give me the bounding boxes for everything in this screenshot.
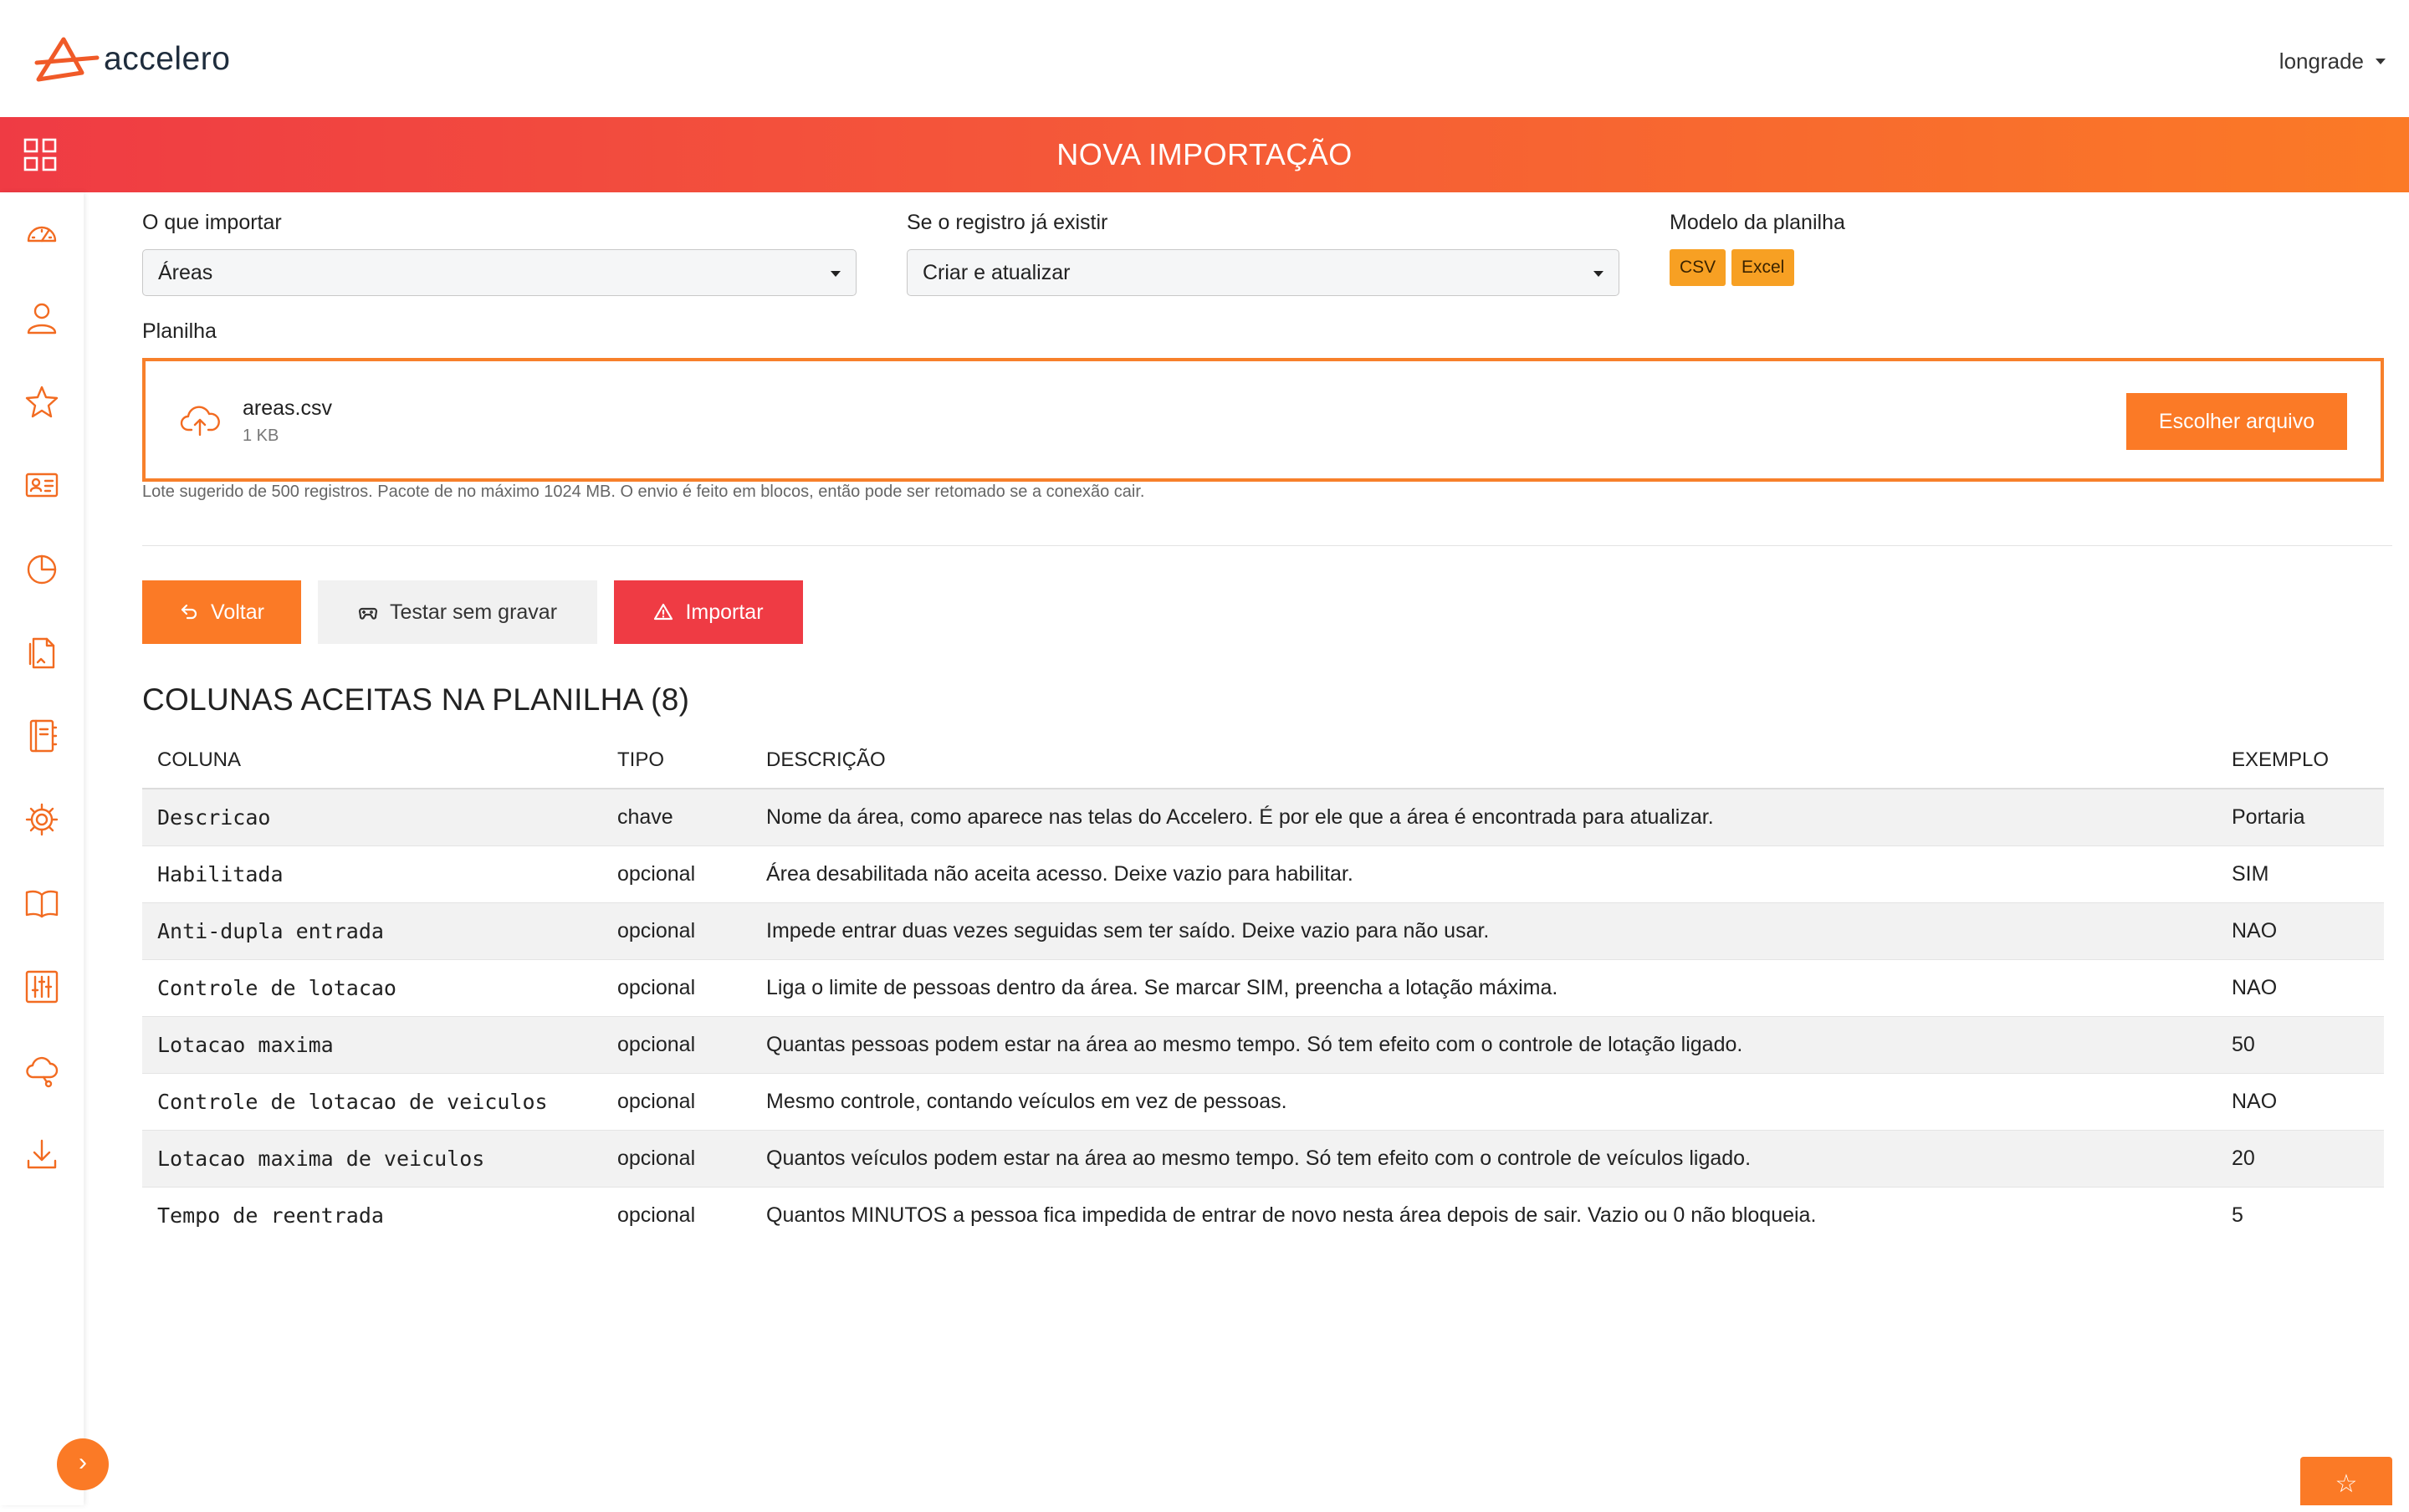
upload-hint: Lote sugerido de 500 registros. Pacote de no máximo 1024 MB. O envio é feito em blocos, então pode ser retomado se a conexão cair. bbox=[142, 483, 1145, 501]
table-row bbox=[142, 1131, 2384, 1188]
notebook-icon[interactable] bbox=[23, 718, 60, 754]
column-name: Descricao bbox=[142, 789, 602, 846]
brand-name: accelero bbox=[104, 41, 231, 77]
accepted-columns-title: COLUNAS ACEITAS NA PLANILHA (8) bbox=[142, 682, 690, 717]
table-row bbox=[142, 960, 2384, 1017]
column-header-descricao: DESCRIÇÃO bbox=[751, 733, 2217, 789]
table-header-row bbox=[142, 733, 2384, 789]
sidebar bbox=[0, 192, 84, 1505]
table-row bbox=[142, 789, 2384, 846]
column-type: opcional bbox=[602, 1131, 751, 1188]
import-button-label: Importar bbox=[685, 600, 764, 624]
what-to-import-select[interactable] bbox=[142, 249, 857, 296]
caret-down-icon bbox=[2376, 59, 2386, 64]
documents-icon[interactable] bbox=[23, 634, 60, 671]
column-description: Nome da área, como aparece nas telas do Accelero. É por ele que a área é encontrada para atualizar. bbox=[751, 789, 2217, 846]
column-header-tipo: TIPO bbox=[602, 733, 751, 789]
what-to-import-value: Áreas bbox=[158, 261, 213, 284]
return-icon bbox=[179, 602, 199, 622]
column-example: SIM bbox=[2217, 846, 2384, 903]
column-example: NAO bbox=[2217, 960, 2384, 1017]
selected-file-size: 1 KB bbox=[243, 427, 279, 445]
column-description: Quantos veículos podem estar na área ao mesmo tempo. Só tem efeito com o controle de veículos ligado. bbox=[751, 1131, 2217, 1188]
test-button-label: Testar sem gravar bbox=[389, 600, 558, 624]
import-button[interactable] bbox=[614, 580, 803, 644]
select-caret-icon bbox=[831, 271, 841, 277]
column-description: Quantas pessoas podem estar na área ao mesmo tempo. Só tem efeito com o controle de lotação ligado. bbox=[751, 1017, 2217, 1074]
column-name: Anti-dupla entrada bbox=[142, 903, 602, 960]
if-exists-select[interactable] bbox=[907, 249, 1619, 296]
sheet-model-label: Modelo da planilha bbox=[1670, 211, 1845, 234]
column-name: Lotacao maxima bbox=[142, 1017, 602, 1074]
if-exists-value: Criar e atualizar bbox=[923, 261, 1071, 284]
download-icon[interactable] bbox=[23, 1136, 60, 1172]
dashboard-icon[interactable] bbox=[23, 216, 60, 253]
user-menu[interactable] bbox=[2279, 49, 2386, 74]
column-header-coluna: COLUNA bbox=[142, 733, 602, 789]
what-to-import-label: O que importar bbox=[142, 211, 282, 234]
file-upload-dropzone[interactable] bbox=[142, 358, 2384, 482]
sliders-icon[interactable] bbox=[23, 968, 60, 1005]
select-caret-icon bbox=[1593, 271, 1603, 277]
logo-mark-icon bbox=[33, 34, 100, 84]
column-description: Área desabilitada não aceita acesso. Deixe vazio para habilitar. bbox=[751, 846, 2217, 903]
star-icon[interactable] bbox=[23, 383, 60, 420]
page-title: NOVA IMPORTAÇÃO bbox=[1056, 137, 1353, 171]
favorite-star-button[interactable]: ☆ bbox=[2300, 1457, 2392, 1505]
back-button-label: Voltar bbox=[211, 600, 264, 624]
column-type: opcional bbox=[602, 1017, 751, 1074]
column-example: 50 bbox=[2217, 1017, 2384, 1074]
column-type: opcional bbox=[602, 960, 751, 1017]
column-name: Lotacao maxima de veiculos bbox=[142, 1131, 602, 1188]
column-name: Tempo de reentrada bbox=[142, 1188, 602, 1244]
column-name: Habilitada bbox=[142, 846, 602, 903]
page-banner bbox=[0, 117, 2409, 192]
book-icon[interactable] bbox=[23, 885, 60, 922]
warning-icon bbox=[653, 602, 673, 622]
column-example: 20 bbox=[2217, 1131, 2384, 1188]
cloud-upload-icon bbox=[179, 401, 221, 438]
selected-file-name: areas.csv bbox=[243, 396, 332, 420]
column-type: chave bbox=[602, 789, 751, 846]
pie-chart-icon[interactable] bbox=[23, 550, 60, 587]
sidebar-expand-button[interactable]: › bbox=[57, 1438, 109, 1490]
column-description: Quantos MINUTOS a pessoa fica impedida de entrar de novo nesta área depois de sair. Vazio ou 0 não bloqueia. bbox=[751, 1188, 2217, 1244]
column-type: opcional bbox=[602, 1074, 751, 1131]
column-header-exemplo: EXEMPLO bbox=[2217, 733, 2384, 789]
column-example: 5 bbox=[2217, 1188, 2384, 1244]
table-row bbox=[142, 846, 2384, 903]
column-type: opcional bbox=[602, 1188, 751, 1244]
id-card-icon[interactable] bbox=[23, 467, 60, 503]
divider bbox=[142, 545, 2392, 546]
table-row bbox=[142, 1017, 2384, 1074]
accelero-logo[interactable] bbox=[33, 33, 230, 85]
gear-icon[interactable] bbox=[23, 801, 60, 838]
test-without-saving-button[interactable] bbox=[318, 580, 597, 644]
column-type: opcional bbox=[602, 903, 751, 960]
column-description: Mesmo controle, contando veículos em vez de pessoas. bbox=[751, 1074, 2217, 1131]
top-bar bbox=[0, 0, 2409, 117]
column-name: Controle de lotacao de veiculos bbox=[142, 1074, 602, 1131]
csv-template-button[interactable]: CSV bbox=[1670, 249, 1726, 286]
column-example: Portaria bbox=[2217, 789, 2384, 846]
gamepad-icon bbox=[358, 602, 378, 622]
table-row bbox=[142, 1188, 2384, 1244]
table-row bbox=[142, 903, 2384, 960]
excel-template-button[interactable]: Excel bbox=[1731, 249, 1794, 286]
column-type: opcional bbox=[602, 846, 751, 903]
choose-file-button[interactable]: Escolher arquivo bbox=[2126, 393, 2347, 450]
column-example: NAO bbox=[2217, 903, 2384, 960]
column-example: NAO bbox=[2217, 1074, 2384, 1131]
back-button[interactable] bbox=[142, 580, 301, 644]
spreadsheet-label: Planilha bbox=[142, 319, 217, 343]
cloud-icon[interactable] bbox=[23, 1052, 60, 1089]
column-description: Impede entrar duas vezes seguidas sem ter saído. Deixe vazio para não usar. bbox=[751, 903, 2217, 960]
column-name: Controle de lotacao bbox=[142, 960, 602, 1017]
table-row bbox=[142, 1074, 2384, 1131]
column-description: Liga o limite de pessoas dentro da área. Se marcar SIM, preencha a lotação máxima. bbox=[751, 960, 2217, 1017]
if-exists-label: Se o registro já existir bbox=[907, 211, 1108, 234]
user-icon[interactable] bbox=[23, 299, 60, 336]
accepted-columns-table bbox=[142, 733, 2384, 1244]
user-name: longrade bbox=[2279, 49, 2364, 74]
